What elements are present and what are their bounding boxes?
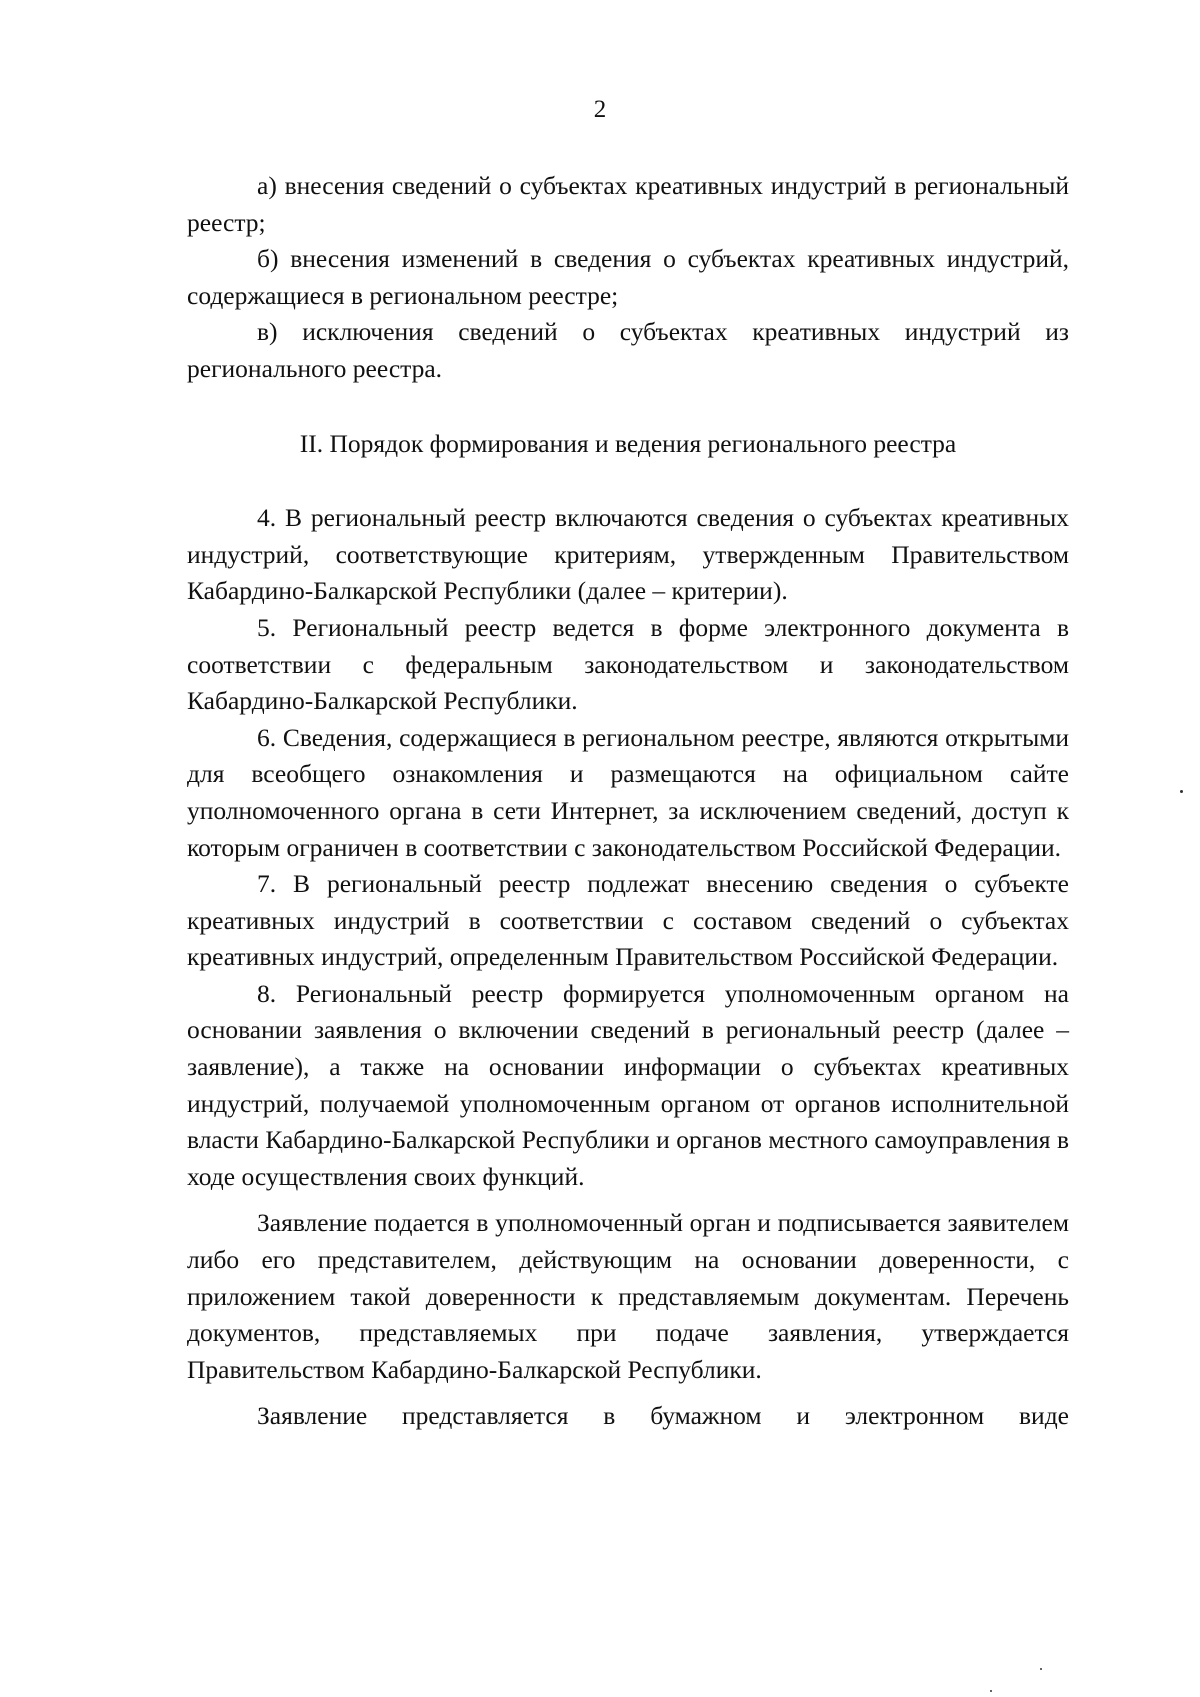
scan-speck	[1180, 790, 1183, 793]
section-heading: II. Порядок формирования и ведения регионального реестра	[299, 428, 957, 458]
paragraph-application-form: Заявление представляется в бумажном и электронном виде	[257, 1401, 1069, 1431]
list-item-c: в) исключения сведений о субъектах креативных индустрий из регионального реестра.	[187, 317, 1069, 383]
page-number: 2	[593, 96, 607, 123]
paragraph-application-submission: Заявление подается в уполномоченный орган и подписывается заявителем либо его представителем, действующим на основании доверенности, с приложением такой доверенности к представляемым документам. Перечень документов, представляемых при подаче заявления, утверждается Правительством Кабардино-Балкарской Республики.	[187, 1208, 1069, 1384]
paragraph-4: 4. В региональный реестр включаются сведения о субъектах креативных индустрий, соответствующие критериям, утвержденным Правительством Кабардино-Балкарской Республики (далее – критерии).	[187, 503, 1069, 606]
list-item-a: а) внесения сведений о субъектах креативных индустрий в региональный реестр;	[187, 171, 1069, 237]
list-item-b: б) внесения изменений в сведения о субъектах креативных индустрий, содержащиеся в региональном реестре;	[187, 244, 1069, 310]
paragraph-6: 6. Сведения, содержащиеся в региональном реестре, являются открытыми для всеобщего ознакомления и размещаются на официальном сайте уполномоченного органа в сети Интернет, за исключением сведений, доступ к которым ограничен в соответствии с законодательством Российской Федерации.	[187, 722, 1069, 862]
scan-speck	[1040, 1668, 1042, 1670]
paragraph-5: 5. Региональный реестр ведется в форме электронного документа в соответствии с федеральным законодательством и законодательством Кабардино-Балкарской Республики.	[187, 612, 1069, 716]
paragraph-8: 8. Региональный реестр формируется уполномоченным органом на основании заявления о включении сведений в региональный реестр (далее – заявление), а также на основании информации о субъектах креативных индустрий, получаемой уполномоченным органом от органов исполнительной власти Кабардино-Балкарской Республики и органов местного самоуправления в ходе осуществления своих функций.	[187, 978, 1069, 1191]
document-body	[187, 168, 1069, 1435]
paragraph-7: 7. В региональный реестр подлежат внесению сведения о субъекте креативных индустрий в соответствии с составом сведений о субъектах креативных индустрий, определенным Правительством Российской Федерации.	[187, 869, 1069, 972]
scan-speck	[990, 1690, 992, 1692]
